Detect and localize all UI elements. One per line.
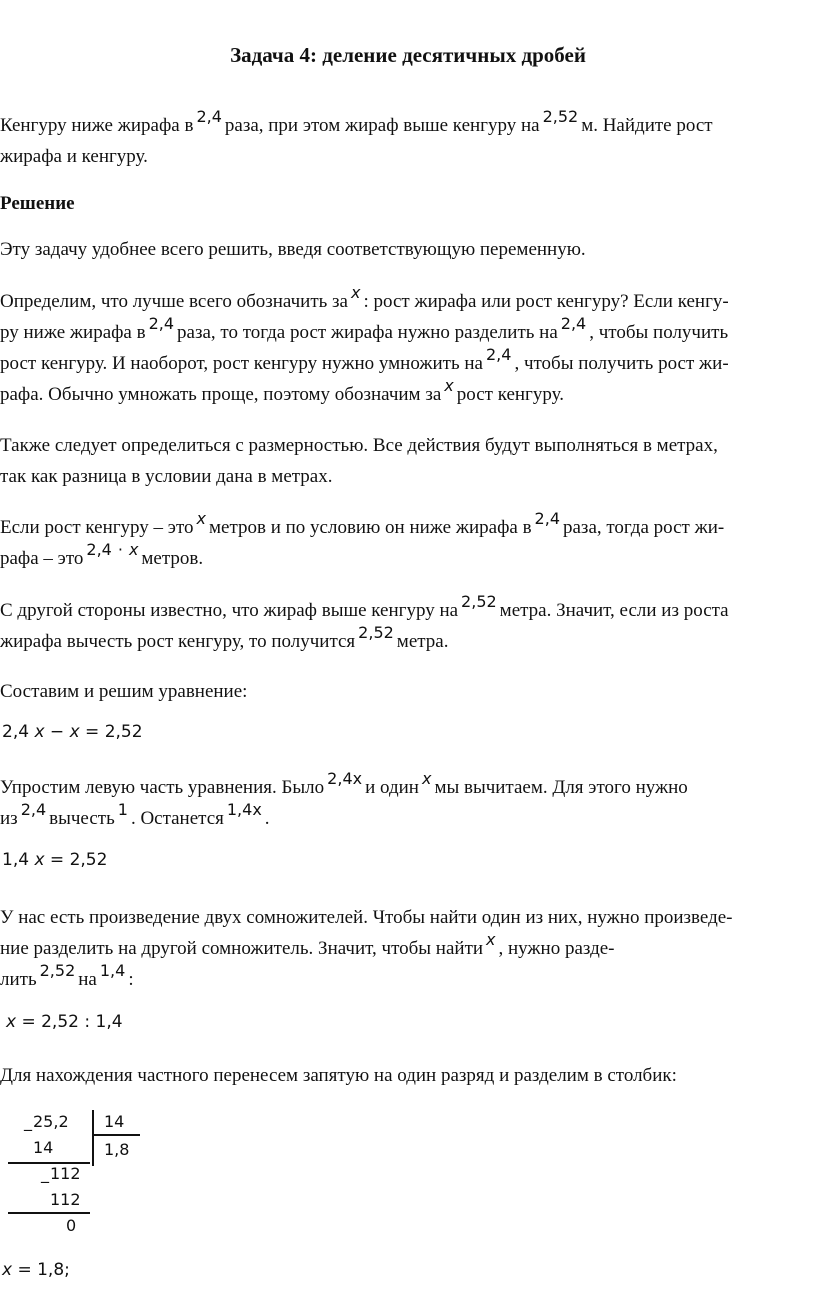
math-value: 2,4 [20, 800, 47, 819]
paragraph-units [0, 430, 812, 492]
subtrahend-1: 14 [33, 1138, 54, 1157]
math-value: = 2,52 [85, 722, 143, 742]
subtrahend-2: 112 [50, 1190, 81, 1209]
long-division [0, 1102, 160, 1242]
text: ние разделить на другой сомножитель. Значит, чтобы найти [0, 938, 484, 959]
text: Также следует определиться с размерностью. Все действия будут выполняться в метрах, [0, 435, 718, 456]
math-variable: x [128, 540, 139, 559]
math-value: 2,4 [485, 345, 512, 364]
math-value: = 2,52 : 1,4 [21, 1012, 123, 1032]
text: раза, тогда рост жи- [563, 517, 725, 538]
math-value: 1,4 [99, 961, 126, 980]
math-value: 2,4 [148, 314, 175, 333]
equation-4 [2, 1260, 70, 1280]
text: рост кенгуру. [456, 384, 564, 405]
math-value: = 2,52 [49, 850, 108, 870]
paragraph-simplify [0, 769, 812, 834]
equation-3 [6, 1012, 123, 1032]
math-value: 2,4 [196, 107, 222, 126]
math-operator: · [117, 540, 123, 559]
math-value: 2,4x [327, 769, 363, 788]
text: метров. [141, 548, 204, 569]
text: раза, то тогда рост жирафа нужно разделить на [177, 322, 558, 343]
text: , чтобы получить [589, 322, 729, 343]
math-value: 1,4x [226, 800, 262, 819]
text: : рост жирафа или рост кенгуру? Если кенгу- [363, 291, 729, 312]
text: метра. [396, 631, 449, 652]
paragraph-intro: Эту задачу удобнее всего решить, введя соответствующую переменную. [0, 239, 586, 260]
text: рост кенгуру. И наоборот, рост кенгуру нужно умножить на [0, 353, 483, 374]
math-value: 2,52 [542, 107, 579, 126]
equation-1 [2, 722, 143, 742]
math-value: 2,4 [2, 722, 30, 742]
text: лить [0, 969, 37, 990]
text: вычесть [49, 808, 115, 829]
paragraph-division-rule [0, 902, 812, 995]
math-value: 1 [117, 800, 128, 819]
text: жирафа и кенгуру. [0, 146, 148, 167]
page-title: Задача 4: деление десятичных дробей [230, 43, 586, 67]
text: Если рост кенгуру – это [0, 517, 194, 538]
text: У нас есть произведение двух сомножителей. Чтобы найти один из них, нужно произведе- [0, 907, 733, 928]
text: рафа – это [0, 548, 84, 569]
math-variable: x [421, 769, 432, 788]
text: , нужно разде- [498, 938, 615, 959]
math-variable: x [486, 930, 496, 949]
math-variable: x [196, 509, 206, 528]
text: метра. Значит, если из роста [499, 600, 729, 621]
text: на [78, 969, 97, 990]
divisor: 14 [104, 1112, 125, 1131]
remainder-1: 112 [50, 1164, 81, 1183]
paragraph-difference [0, 592, 812, 657]
division-vertical-line [92, 1110, 94, 1166]
math-value: 2,52 [358, 623, 394, 642]
math-variable: x [34, 850, 45, 870]
dividend: 25,2 [33, 1112, 69, 1131]
text: Упростим левую часть уравнения. Было [0, 777, 325, 798]
paragraph-long-division-intro: Для нахождения частного перенесем запятую на один разряд и разделим в столбик: [0, 1065, 677, 1086]
math-value: 2,4 [534, 509, 560, 528]
math-variable: x [2, 1260, 13, 1280]
quotient-line [92, 1134, 140, 1136]
math-variable: x [350, 283, 361, 302]
text: метров и по условию он ниже жирафа в [208, 517, 532, 538]
text: и один [365, 777, 419, 798]
math-value: 2,4 [560, 314, 587, 333]
math-operator: − [49, 722, 65, 742]
text: ру ниже жирафа в [0, 322, 146, 343]
text: . Останется [130, 808, 224, 829]
math-variable: x [6, 1012, 17, 1032]
math-value: 1,4 [2, 850, 30, 870]
final-remainder: 0 [66, 1216, 77, 1235]
text: так как разница в условии дана в метрах. [0, 466, 333, 487]
solution-heading: Решение [0, 193, 75, 214]
math-variable: x [444, 376, 454, 395]
text: из [0, 808, 18, 829]
text: жирафа вычесть рост кенгуру, то получится [0, 631, 356, 652]
text: : [128, 969, 134, 990]
math-value: 2,52 [461, 592, 497, 611]
division-minus-sign: _ [24, 1112, 32, 1131]
text: мы вычитаем. Для этого нужно [434, 777, 688, 798]
paragraph-giraffe-height [0, 509, 812, 574]
paragraph-variable [0, 283, 812, 410]
math-variable: x [34, 722, 45, 742]
quotient: 1,8 [104, 1140, 130, 1159]
subtraction-line-2 [8, 1212, 90, 1214]
text: Определим, что лучше всего обозначить за [0, 291, 348, 312]
text: С другой стороны известно, что жираф выше кенгуру на [0, 600, 459, 621]
math-value: = 1,8; [17, 1260, 70, 1280]
text: , чтобы получить рост жи- [514, 353, 729, 374]
math-variable: x [69, 722, 80, 742]
text: рафа. Обычно умножать проще, поэтому обозначим за [0, 384, 442, 405]
text: . [264, 808, 270, 829]
text: Кенгуру ниже жирафа в [0, 115, 194, 136]
text: раза, при этом жираф выше кенгуру на [224, 115, 540, 136]
math-value: 2,52 [39, 961, 76, 980]
paragraph-equation-intro: Составим и решим уравнение: [0, 681, 248, 702]
math-value: 2,4 [86, 540, 112, 559]
problem-text [0, 107, 812, 172]
equation-2 [2, 850, 107, 870]
text: м. Найдите рост [581, 115, 713, 136]
division-minus-sign: _ [41, 1164, 49, 1183]
